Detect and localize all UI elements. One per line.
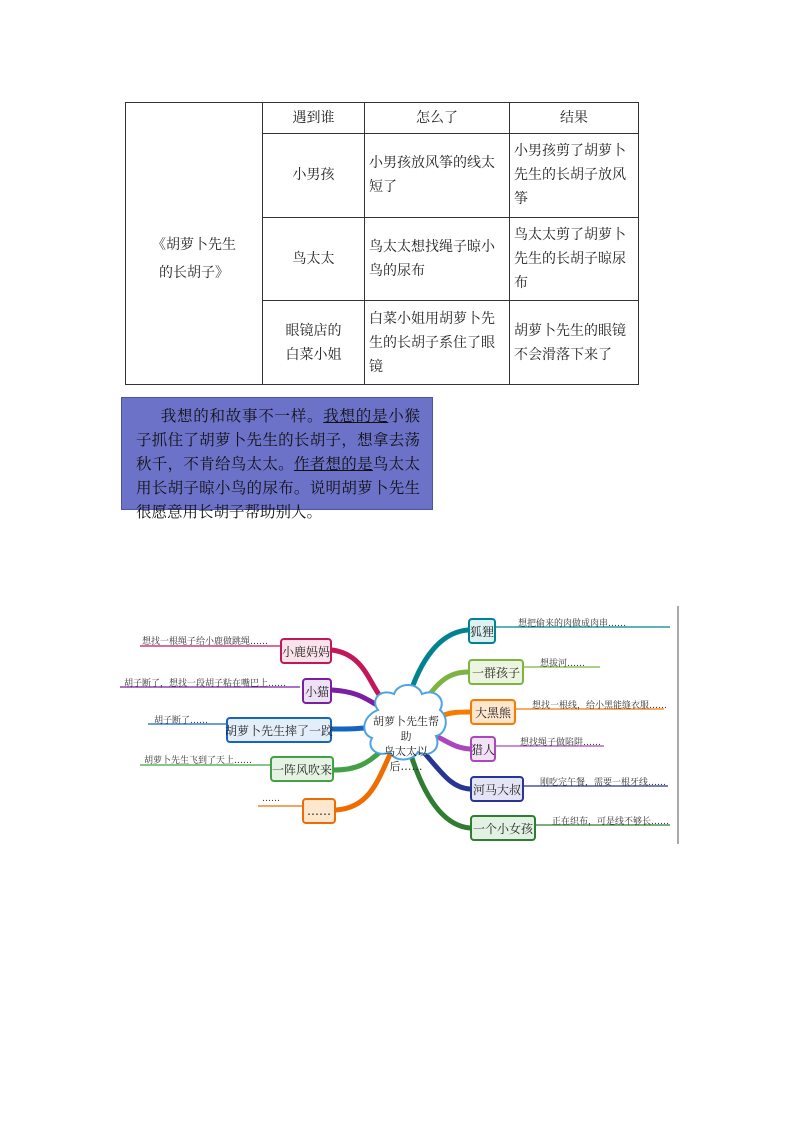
note-text: 鸟太太用长胡子晾小鸟的尿布。说明胡萝卜先生很愿意用长胡子帮助别人。 xyxy=(136,455,420,521)
row-result: 鸟太太剪了胡萝卜先生的长胡子晾尿布 xyxy=(510,217,639,301)
row-who: 小男孩 xyxy=(263,134,365,218)
mind-note: 胡子断了，想找一段胡子粘在嘴巴上…… xyxy=(124,679,287,689)
row-who xyxy=(263,301,365,385)
story-title-cell xyxy=(126,134,263,385)
header-result: 结果 xyxy=(510,103,639,134)
row-result: 小男孩剪了胡萝卜先生的长胡子放风筝 xyxy=(510,134,639,218)
note-text: 小猴子抓住了胡萝卜先生的长胡子，想拿去荡秋千，不肯给鸟太太。 xyxy=(136,407,420,473)
center-topic-line: 胡萝卜先生帮助 xyxy=(373,715,439,743)
row-what: 白菜小姐用胡萝卜先生的长胡子系住了眼镜 xyxy=(365,301,510,385)
story-title: 《胡萝卜先生的长胡子》 xyxy=(152,236,236,281)
mind-node-right: 大黑熊 xyxy=(470,699,516,725)
center-topic xyxy=(368,714,444,774)
mind-node-right: 猎人 xyxy=(470,736,496,762)
mind-note: 想把偷来的肉做成肉串…… xyxy=(518,619,627,629)
note-underline: 作者想的是 xyxy=(293,455,373,473)
mind-note: 想找一根绳子给小鹿做跳绳…… xyxy=(142,637,269,647)
mind-note: 想拔河…… xyxy=(540,659,586,669)
row-what: 小男孩放风筝的线太短了 xyxy=(365,134,510,218)
mind-note: …… xyxy=(262,794,280,804)
mind-note: 想找一根线，给小黑能缝衣服…… xyxy=(532,701,668,711)
note-text: 我想的和故事不一样。 xyxy=(160,407,324,425)
table-cell-empty xyxy=(126,103,263,134)
mind-node-right: 一个小女孩 xyxy=(470,815,536,841)
story-table xyxy=(125,102,639,385)
mind-node-left: 胡萝卜先生摔了一跤 xyxy=(226,717,332,743)
mind-node-left: …… xyxy=(302,798,336,824)
center-topic-line: 鸟太太以后…… xyxy=(384,745,428,773)
mind-node-right: 狐狸 xyxy=(468,618,496,644)
mind-map xyxy=(0,600,800,850)
table-row xyxy=(126,134,639,218)
reflection-note xyxy=(121,397,433,521)
mind-note: 想找绳子做陷阱…… xyxy=(520,738,602,748)
row-who-text: 眼镜店的白菜小姐 xyxy=(285,322,342,363)
mind-node-left: 小鹿妈妈 xyxy=(280,638,332,664)
mind-note: 刚吃完午餐，需要一根牙线…… xyxy=(540,778,667,788)
header-who: 遇到谁 xyxy=(263,103,365,134)
table-header-row xyxy=(126,103,639,134)
row-what: 鸟太太想找绳子晾小鸟的尿布 xyxy=(365,217,510,301)
mind-node-right: 河马大叔 xyxy=(470,776,524,802)
mind-node-right: 一群孩子 xyxy=(468,659,524,685)
mind-note: 胡子断了…… xyxy=(154,716,209,726)
row-result: 胡萝卜先生的眼镜不会滑落下来了 xyxy=(510,301,639,385)
note-underline: 我想的是 xyxy=(323,407,389,425)
mind-note: 正在织布，可是线不够长…… xyxy=(552,817,670,827)
header-what: 怎么了 xyxy=(365,103,510,134)
row-who: 鸟太太 xyxy=(263,217,365,301)
mind-node-left: 小猫 xyxy=(302,678,332,704)
mind-node-left: 一阵风吹来 xyxy=(270,756,334,782)
mind-note: 胡萝卜先生飞到了天上…… xyxy=(144,756,253,766)
